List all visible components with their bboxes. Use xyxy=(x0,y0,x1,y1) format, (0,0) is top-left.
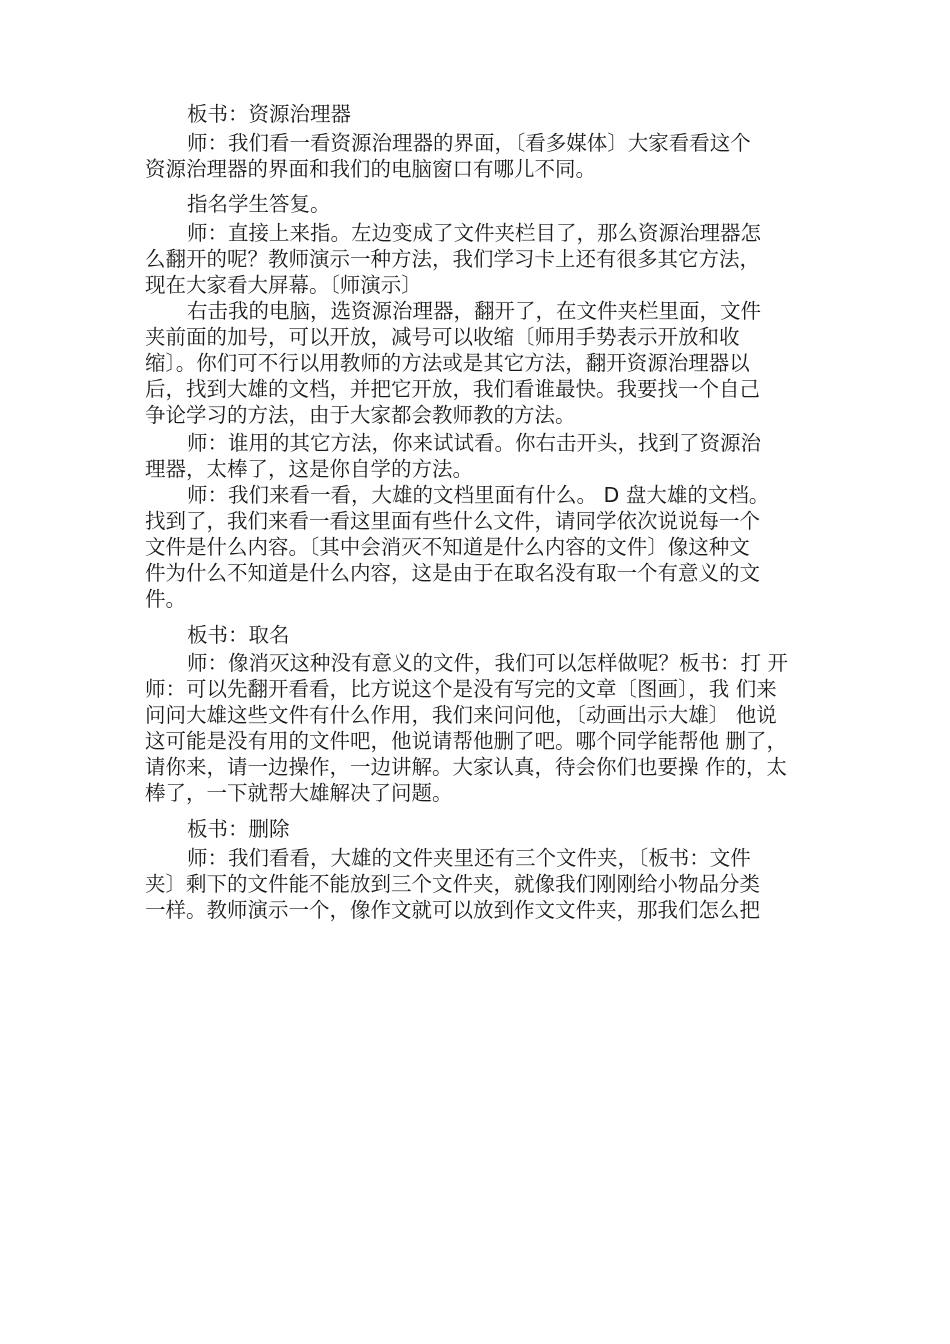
text-line: 师：谁用的其它方法，你来试试看。你右击开头，找到了资源治 xyxy=(187,431,761,455)
text-line: 师：像消灭这种没有意义的文件，我们可以怎样做呢？板书：打 开 xyxy=(187,651,789,675)
text-line: 资源治理器的界面和我们的电脑窗口有哪儿不同。 xyxy=(145,157,596,181)
text-line: 争论学习的方法，由于大家都会教师教的方法。 xyxy=(145,403,576,427)
text-line: 找到了，我们来看一看这里面有些什么文件，请同学依次说说每一个 xyxy=(145,509,760,533)
text-line: 指名学生答复。 xyxy=(187,192,331,216)
text-line: 师：我们看看，大雄的文件夹里还有三个文件夹，〔板书：文件 xyxy=(187,846,751,870)
text-line: 右击我的电脑，选资源治理器，翻开了，在文件夹栏里面，文件 xyxy=(187,299,761,323)
text-line: 棒了，一下就帮大雄解决了问题。 xyxy=(145,781,453,805)
text-line: 文件是什么内容。〔其中会消灭不知道是什么内容的文件〕像这种文 xyxy=(145,535,750,559)
text-line: 后，找到大雄的文档，并把它开放，我们看谁最快。我要找一个自己 xyxy=(145,377,760,401)
text-line: 师：可以先翻开看看，比方说这个是没有写完的文章〔图画〕，我 们来 xyxy=(145,677,777,701)
text-line: 这可能是没有用的文件吧，他说请帮他删了吧。哪个同学能帮他 删了， xyxy=(145,729,788,753)
text-line: 师：我们来看一看，大雄的文档里面有什么。 D 盘大雄的文档。 xyxy=(187,483,770,507)
text-line: 现在大家看大屏幕。〔师演示〕 xyxy=(145,273,422,297)
text-line: 板书：取名 xyxy=(187,623,290,647)
text-line: 夹〕剩下的文件能不能放到三个文件夹，就像我们刚刚给小物品分类 xyxy=(145,872,760,896)
text-line: 请你来，请一边操作，一边讲解。大家认真，待会你们也要操 作的，太 xyxy=(145,755,788,779)
text-line: 夹前面的加号，可以开放，减号可以收缩〔师用手势表示开放和收 xyxy=(145,325,740,349)
text-line: 缩〕。你们可不行以用教师的方法或是其它方法，翻开资源治理器以 xyxy=(145,351,750,375)
text-line: 板书：资源治理器 xyxy=(187,102,351,126)
text-line: 么翻开的呢？教师演示一种方法，我们学习卡上还有很多其它方法， xyxy=(145,247,760,271)
text-line: 师：我们看一看资源治理器的界面，〔看多媒体〕大家看看这个 xyxy=(187,131,751,155)
text-line: 理器，太棒了，这是你自学的方法。 xyxy=(145,457,473,481)
text-line: 一样。教师演示一个，像作文就可以放到作文文件夹，那我们怎么把 xyxy=(145,898,760,922)
text-line: 件为什么不知道是什么内容，这是由于在取名没有取一个有意义的文 xyxy=(145,561,760,585)
text-line: 件。 xyxy=(145,587,186,611)
text-line: 板书：删除 xyxy=(187,817,290,841)
text-line: 问问大雄这些文件有什么作用，我们来问问他，〔动画出示大雄〕 他说 xyxy=(145,703,777,727)
text-line: 师：直接上来指。左边变成了文件夹栏目了，那么资源治理器怎 xyxy=(187,221,761,245)
